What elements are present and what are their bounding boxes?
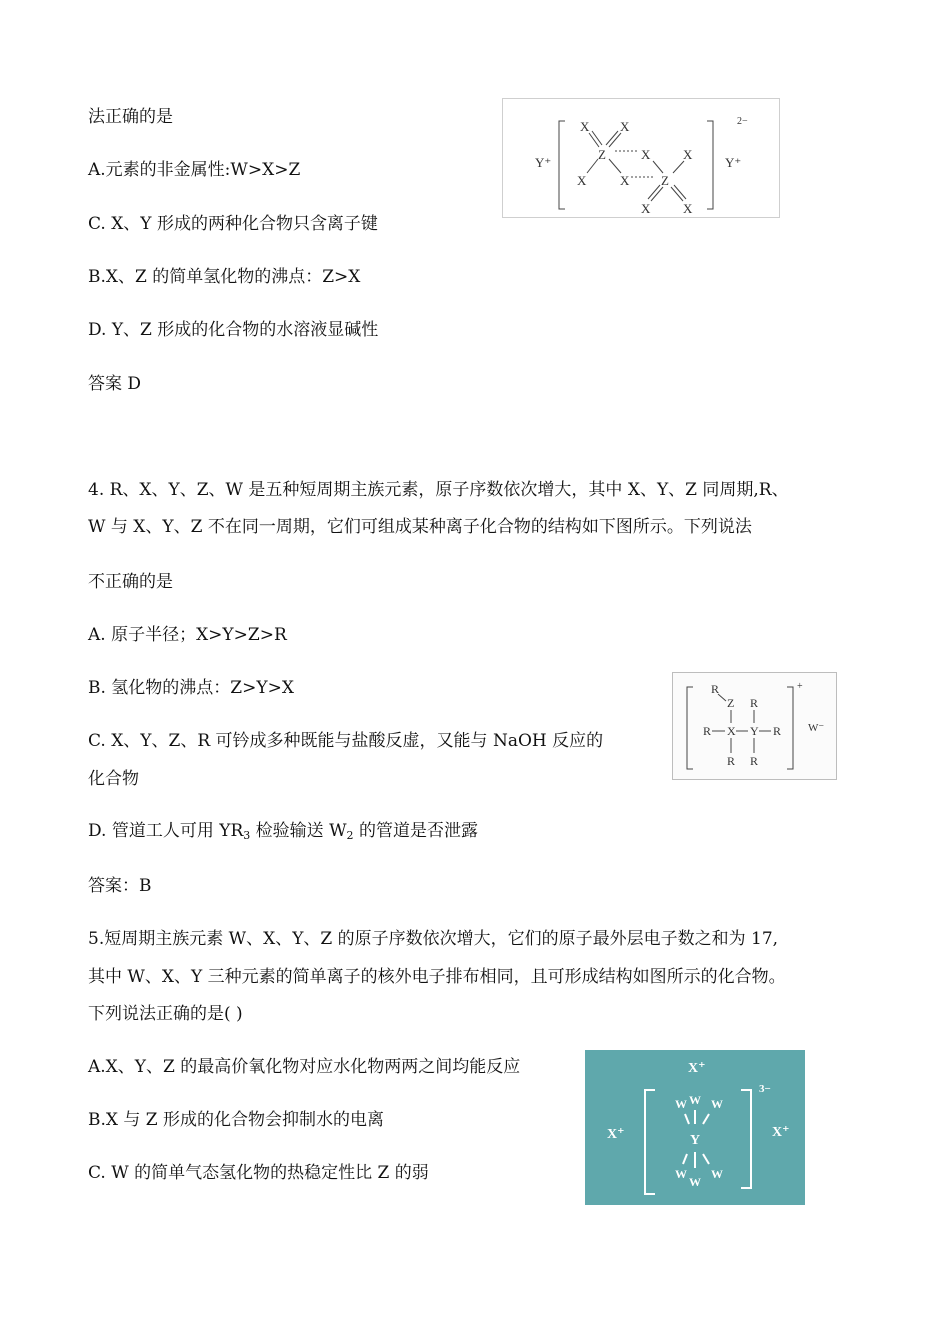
q3-option-a: A.元素的非金属性:W>X>Z: [88, 160, 301, 180]
q4-option-d-pre: D. 管道工人可用 YR: [88, 821, 244, 841]
fig3-cation-top: X⁺: [688, 1061, 706, 1076]
fig1-z-left: Z: [598, 147, 606, 162]
fig3-cation-right: X⁺: [772, 1125, 790, 1140]
fig1-x3: X: [577, 173, 587, 188]
q4-option-d-mid: 检验输送 W: [250, 821, 347, 841]
fig2-r-right: R: [773, 724, 782, 738]
q5-structure-figure: [585, 1050, 805, 1205]
fig1-bracket-left: [559, 121, 565, 209]
fig2-bracket-right: [787, 687, 793, 769]
q4-option-a: A. 原子半径；X>Y>Z>R: [88, 625, 287, 645]
fig2-r-upper: R: [750, 696, 759, 710]
fig1-x2: X: [620, 119, 630, 134]
q4-option-d-sub2: 2: [346, 829, 354, 842]
fig3-cation-left: X⁺: [607, 1127, 625, 1142]
q3-intro-tail: 法正确的是: [88, 107, 173, 127]
fig2-r-bottom2: R: [750, 754, 759, 768]
q4-option-d: [88, 820, 478, 842]
fig1-x5: X: [683, 147, 693, 162]
q4-option-b: B. 氢化物的沸点：Z>Y>X: [88, 678, 294, 698]
fig3-w3: W: [711, 1097, 723, 1111]
q3-answer: 答案 D: [88, 374, 142, 394]
q4-option-d-post: 的管道是否泄露: [353, 821, 478, 841]
q4-option-d-sub1: 3: [243, 829, 251, 842]
q3-option-c: C. X、Y 形成的两种化合物只含离子键: [88, 214, 378, 234]
fig1-x6: X: [641, 201, 651, 216]
q4-stem-line1: 4. R、X、Y、Z、W 是五种短周期主族元素，原子序数依次增大，其中 X、Y、Z 同周期,R、: [88, 480, 789, 500]
fig2-anion: W⁻: [808, 722, 825, 734]
fig1-z-right: Z: [661, 173, 669, 188]
fig2-bracket-left: [687, 687, 693, 769]
fig3-bracket-right: [741, 1090, 751, 1188]
fig2-x: X: [727, 724, 736, 738]
fig3-w2: W: [689, 1093, 701, 1107]
q3-option-d: D. Y、Z 形成的化合物的水溶液显碱性: [88, 320, 379, 340]
fig1-cation-left: Y⁺: [535, 155, 552, 170]
fig3-w5: W: [689, 1175, 701, 1189]
q5-option-a: A.X、Y、Z 的最高价氧化物对应水化物两两之间均能反应: [88, 1057, 521, 1077]
q5-option-c: C. W 的简单气态氢化物的热稳定性比 Z 的弱: [88, 1163, 429, 1183]
fig2-r-left: R: [703, 724, 712, 738]
fig1-x4: X: [620, 173, 630, 188]
fig2-z: Z: [727, 696, 735, 710]
fig3-bracket-left: [645, 1090, 655, 1194]
q5-option-b: B.X 与 Z 形成的化合物会抑制水的电离: [88, 1110, 385, 1130]
q4-answer: 答案：B: [88, 876, 152, 896]
q5-stem-line2: 其中 W、X、Y 三种元素的简单离子的核外电子排布相同，且可形成结构如图所示的化合物。: [88, 967, 786, 987]
q4-stem-line2: W 与 X、Y、Z 不在同一周期，它们可组成某种离子化合物的结构如下图所示。下列说法: [88, 517, 752, 537]
fig1-bracket-right: [707, 121, 713, 209]
q4-option-c-line2: 化合物: [88, 769, 139, 789]
fig1-x7: X: [683, 201, 693, 216]
q4-option-c-line1: C. X、Y、Z、R 可钤成多种既能与盐酸反虚，又能与 NaOH 反应的: [88, 731, 604, 751]
q5-stem-line1: 5.短周期主族元素 W、X、Y、Z 的原子序数依次增大，它们的原子最外层电子数之和为 17,: [88, 929, 779, 949]
fig1-x-bridge: X: [641, 147, 651, 162]
fig3-charge: 3−: [759, 1083, 771, 1095]
q3-structure-figure: [502, 98, 780, 218]
fig2-r-top: R: [711, 682, 720, 696]
q5-stem-line3: 下列说法正确的是( ): [88, 1004, 243, 1024]
fig1-charge: 2−: [737, 116, 748, 127]
fig1-cation-right: Y⁺: [725, 155, 742, 170]
fig3-center-y: Y: [689, 1133, 701, 1148]
q4-stem-line3: 不正确的是: [88, 572, 173, 592]
fig1-x1: X: [580, 119, 590, 134]
fig3-w4: W: [675, 1167, 687, 1181]
q3-option-b: B.X、Z 的简单氢化物的沸点：Z>X: [88, 267, 361, 287]
fig2-r-bottom1: R: [727, 754, 736, 768]
q4-structure-figure: [672, 672, 837, 780]
fig2-y: Y: [750, 724, 759, 738]
fig2-charge: +: [797, 681, 803, 692]
fig3-w1: W: [675, 1097, 687, 1111]
fig3-w6: W: [711, 1167, 723, 1181]
